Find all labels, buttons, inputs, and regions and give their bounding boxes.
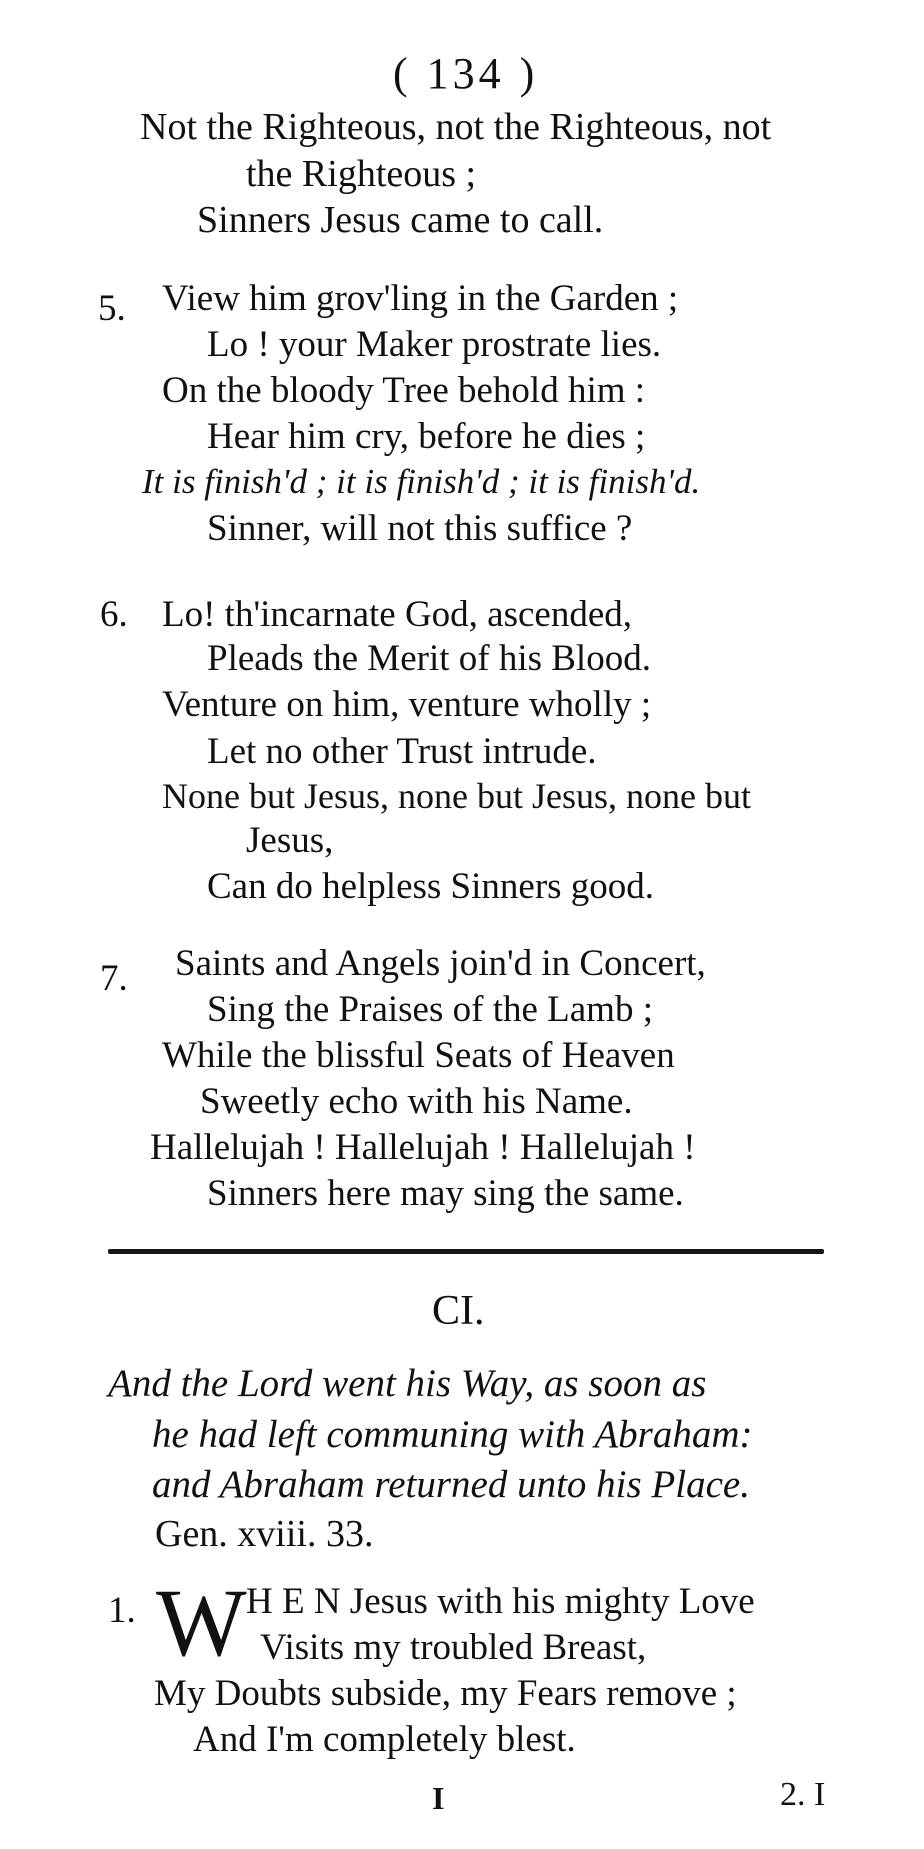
- hymn-number: CI.: [432, 1288, 485, 1334]
- verse-line: Sweetly echo with his Name.: [200, 1081, 633, 1122]
- verse-line: Jesus,: [246, 820, 334, 861]
- verse-line: View him grov'ling in the Garden ;: [162, 278, 679, 319]
- verse-line: Can do helpless Sinners good.: [207, 866, 655, 907]
- verse-line: Sinners Jesus came to call.: [197, 199, 604, 241]
- verse-line: Sing the Praises of the Lamb ;: [207, 989, 653, 1030]
- verse-line: None but Jesus, none but Jesus, none but: [162, 776, 751, 816]
- verse-number: 1.: [108, 1590, 136, 1631]
- epigraph-line: and Abraham returned unto his Place.: [152, 1463, 750, 1506]
- verse-line: It is finish'd ; it is finish'd ; it is finish'd.: [142, 462, 701, 501]
- verse-number: 5.: [98, 288, 126, 329]
- verse-line: Sinners here may sing the same.: [207, 1173, 684, 1214]
- scripture-reference: Gen. xviii. 33.: [155, 1513, 374, 1555]
- verse-number: 7.: [100, 958, 128, 999]
- verse-line: While the blissful Seats of Heaven: [162, 1035, 675, 1076]
- verse-line: Hallelujah ! Hallelujah ! Hallelujah !: [150, 1127, 696, 1168]
- verse-line: Not the Righteous, not the Righteous, not: [140, 106, 772, 148]
- verse-line: Saints and Angels join'd in Concert,: [175, 943, 706, 984]
- verse-line: Let no other Trust intrude.: [207, 731, 597, 772]
- verse-line: Pleads the Merit of his Blood.: [207, 638, 651, 679]
- verse-line: Hear him cry, before he dies ;: [207, 416, 646, 457]
- verse-line: On the bloody Tree behold him :: [162, 370, 646, 411]
- verse-line: Venture on him, venture wholly ;: [162, 684, 652, 725]
- verse-line: Lo ! your Maker prostrate lies.: [207, 324, 662, 365]
- drop-cap: W: [156, 1569, 247, 1676]
- verse-line: Sinner, will not this suffice ?: [207, 508, 633, 549]
- verse-line: My Doubts subside, my Fears remove ;: [154, 1673, 737, 1714]
- verse-line: H E N Jesus with his mighty Love: [246, 1581, 755, 1622]
- page-number: ( 134 ): [393, 49, 539, 98]
- catchword: 2. I: [780, 1776, 826, 1813]
- verse-line: Visits my troubled Breast,: [260, 1627, 647, 1668]
- signature-mark: I: [432, 1780, 445, 1816]
- epigraph-line: he had left communing with Abraham:: [152, 1413, 753, 1456]
- verse-line: the Righteous ;: [246, 153, 477, 195]
- verse-line: Lo! th'incarnate God, ascended,: [162, 594, 632, 635]
- verse-line: And I'm completely blest.: [193, 1719, 576, 1760]
- epigraph-line: And the Lord went his Way, as soon as: [108, 1362, 707, 1405]
- section-divider: [108, 1249, 824, 1254]
- verse-number: 6.: [100, 594, 128, 635]
